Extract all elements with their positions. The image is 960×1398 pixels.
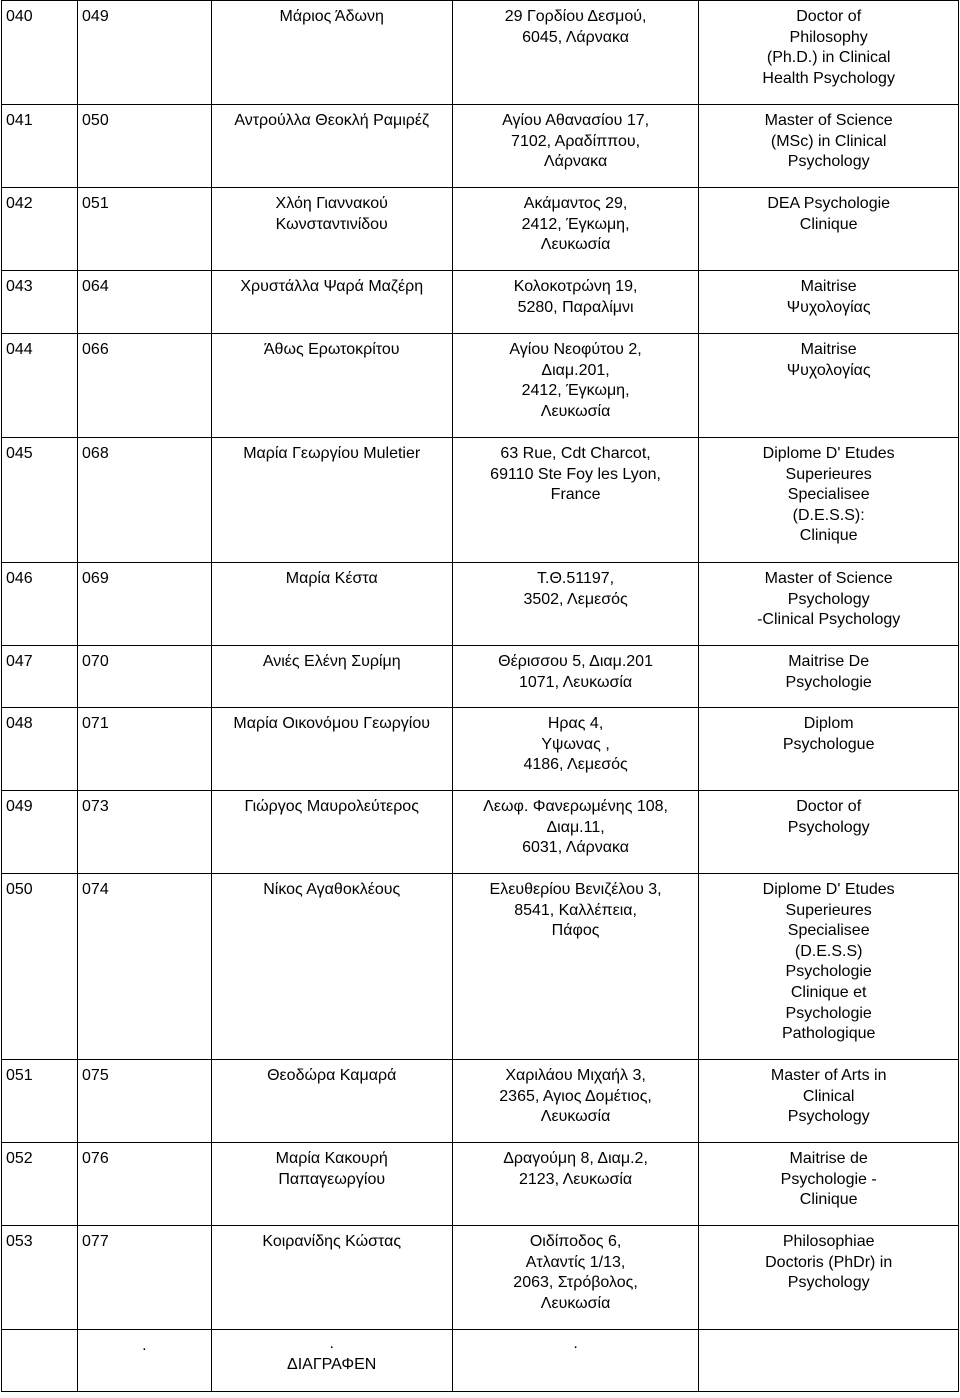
qualification-cell: [699, 1330, 959, 1392]
qualification-cell-line: Superieures: [785, 901, 872, 919]
qualification-cell: [699, 874, 959, 1060]
address-cell-line: 69110 Ste Foy les Lyon,: [490, 465, 661, 483]
qualification-cell-line: Master of Science: [764, 570, 893, 587]
name-cell-line: Κωνσταντινίδου: [275, 215, 388, 233]
table-row: [2, 874, 959, 1060]
name-cell: [211, 271, 452, 334]
address-cell-line: Λευκωσία: [540, 402, 611, 420]
qualification-cell-line: Superieures: [785, 465, 872, 483]
registration-number-cell: 071: [78, 708, 212, 791]
address-cell: [452, 438, 699, 563]
address-cell: [452, 646, 699, 708]
name-cell-line: Αντρούλλα Θεοκλή Ραμιρέζ: [234, 112, 430, 129]
table-row: [2, 563, 959, 646]
table-row: [2, 438, 959, 563]
row-number-cell: 044: [2, 334, 78, 438]
name-cell-line: Γιώργος Μαυρολεύτερος: [244, 798, 419, 815]
address-cell-line: Ηρας 4,: [547, 715, 604, 732]
table-row: [2, 1060, 959, 1143]
qualification-cell: [699, 791, 959, 874]
qualification-cell-line: Ψυχολογίας: [786, 298, 871, 316]
qualification-cell: [699, 563, 959, 646]
address-cell: [452, 271, 699, 334]
qualification-cell: [699, 708, 959, 791]
name-cell: [211, 874, 452, 1060]
table-row: [2, 1143, 959, 1226]
address-cell-line: France: [550, 486, 601, 504]
qualification-cell-line: Specialisee: [787, 486, 870, 504]
qualification-cell-line: Doctoris (PhDr) in: [765, 1253, 893, 1271]
name-cell-line: Μαρία Γεωργίου Muletier: [243, 445, 421, 462]
address-cell-line: 2412, Έγκωμη,: [521, 382, 630, 400]
address-cell-line: Αγίου Νεοφύτου 2,: [509, 341, 642, 358]
registration-number-cell: 066: [78, 334, 212, 438]
qualification-cell-line: Maitrise: [800, 278, 857, 295]
name-cell: [211, 1226, 452, 1330]
qualification-cell-line: Doctor of: [796, 798, 862, 815]
address-cell-line: Λευκωσία: [540, 1294, 611, 1312]
address-cell-line: Λεωφ. Φανερωμένης 108,: [483, 798, 668, 815]
address-cell-line: 29 Γορδίου Δεσμού,: [504, 8, 647, 25]
row-number-cell: 045: [2, 438, 78, 563]
row-number-cell: 052: [2, 1143, 78, 1226]
name-cell-line: .: [329, 1335, 334, 1352]
qualification-cell-line: Maitrise de: [789, 1150, 868, 1167]
qualification-cell-line: (Ph.D.) in Clinical: [766, 49, 891, 67]
qualification-cell: [699, 188, 959, 271]
row-number-cell: 046: [2, 563, 78, 646]
name-cell-line: Ανιές Ελένη Συρίμη: [262, 653, 401, 670]
name-cell: [211, 708, 452, 791]
name-cell-line: ΔΙΑΓΡΑΦΕΝ: [287, 1355, 377, 1373]
table-row: [2, 271, 959, 334]
registration-number-cell: 050: [78, 105, 212, 188]
qualification-cell-line: Master of Arts in: [770, 1067, 887, 1084]
qualification-cell-line: Philosophy: [789, 28, 868, 46]
qualification-cell-line: Diplom: [803, 715, 854, 732]
qualification-cell-line: Psychology: [787, 1274, 870, 1292]
address-cell-line: 63 Rue, Cdt Charcot,: [500, 445, 651, 462]
qualification-cell-line: Maitrise: [800, 341, 857, 358]
registration-number-cell: 070: [78, 646, 212, 708]
address-cell-line: 3502, Λεμεσός: [523, 590, 628, 608]
name-cell: [211, 1, 452, 105]
registration-number-cell: 064: [78, 271, 212, 334]
name-cell-line: Άθως Ερωτοκρίτου: [263, 341, 400, 358]
name-cell-line: Χλόη Γιαννακού: [275, 195, 388, 212]
registration-number-cell: 075: [78, 1060, 212, 1143]
row-number-cell: 049: [2, 791, 78, 874]
name-cell-line: Μάριος Άδωνη: [279, 8, 384, 25]
qualification-cell-line: Clinique: [799, 527, 858, 545]
table-row: [2, 334, 959, 438]
name-cell: [211, 1330, 452, 1392]
name-cell: [211, 791, 452, 874]
address-cell-line: .: [573, 1335, 578, 1352]
qualification-cell-line: (MSc) in Clinical: [770, 132, 887, 150]
row-number-cell: 047: [2, 646, 78, 708]
qualification-cell: [699, 334, 959, 438]
qualification-cell-line: (D.E.S.S): [794, 942, 863, 960]
qualification-cell-line: Psychologie -: [780, 1170, 877, 1188]
address-cell: [452, 1143, 699, 1226]
name-cell-line: Χρυστάλλα Ψαρά Μαζέρη: [240, 278, 424, 295]
qualification-cell-line: Diplome D' Etudes: [762, 445, 895, 462]
row-number-cell: 043: [2, 271, 78, 334]
row-number-cell: 048: [2, 708, 78, 791]
address-cell: [452, 334, 699, 438]
qualification-cell-line: Doctor of: [796, 8, 862, 25]
qualification-cell-line: Psychology: [787, 818, 870, 836]
row-number-cell: 040: [2, 1, 78, 105]
qualification-cell-line: Psychologie: [785, 673, 872, 691]
registry-table-body: [2, 1, 959, 1392]
address-cell: [452, 708, 699, 791]
name-cell: [211, 563, 452, 646]
qualification-cell-line: Psychologue: [782, 735, 875, 753]
address-cell-line: Διαμ.201,: [541, 361, 610, 379]
qualification-cell-line: Diplome D' Etudes: [762, 881, 895, 898]
row-number-cell: 042: [2, 188, 78, 271]
qualification-cell: [699, 1060, 959, 1143]
address-cell-line: Λάρνακα: [543, 153, 608, 171]
qualification-cell-line: Health Psychology: [762, 69, 895, 87]
qualification-cell-line: Psychology: [787, 590, 870, 608]
qualification-cell-line: Psychologie: [785, 1004, 872, 1022]
name-cell: [211, 646, 452, 708]
name-cell-line: Νίκος Αγαθοκλέους: [263, 881, 401, 898]
qualification-cell-line: (D.E.S.S):: [792, 506, 865, 524]
name-cell-line: Μαρία Οικονόμου Γεωργίου: [233, 715, 430, 732]
qualification-cell-line: DEA Psychologie: [767, 195, 891, 212]
registration-number-cell: 077: [78, 1226, 212, 1330]
qualification-cell: [699, 271, 959, 334]
row-number-cell: [2, 1330, 78, 1392]
address-cell-line: 4186, Λεμεσός: [523, 756, 628, 774]
row-number-cell: 041: [2, 105, 78, 188]
qualification-cell-line: Master of Science: [764, 112, 893, 129]
table-row: [2, 1226, 959, 1330]
qualification-cell-line: Psychology: [787, 1108, 870, 1126]
qualification-cell-line: Psychologie: [785, 963, 872, 981]
address-cell-line: Θέρισσου 5, Διαμ.201: [498, 653, 653, 670]
qualification-cell-line: Psychology: [787, 153, 870, 171]
address-cell-line: 2123, Λευκωσία: [518, 1170, 633, 1188]
name-cell: [211, 105, 452, 188]
address-cell-line: Χαριλάου Μιχαήλ 3,: [505, 1067, 646, 1084]
row-number-cell: 050: [2, 874, 78, 1060]
address-cell-line: Ελευθερίου Βενιζέλου 3,: [489, 881, 662, 898]
table-row: [2, 646, 959, 708]
qualification-cell-line: Ψυχολογίας: [786, 361, 871, 379]
name-cell: [211, 334, 452, 438]
address-cell: [452, 1, 699, 105]
registration-number-cell: 049: [78, 1, 212, 105]
qualification-cell: [699, 1143, 959, 1226]
registration-number-cell: 068: [78, 438, 212, 563]
name-cell-line: Παπαγεωργίου: [278, 1170, 386, 1188]
qualification-cell-line: Philosophiae: [782, 1233, 875, 1250]
qualification-cell-line: Clinique: [799, 1191, 858, 1209]
qualification-cell: [699, 438, 959, 563]
address-cell: [452, 105, 699, 188]
address-cell-line: Υψωνας ,: [541, 735, 610, 753]
address-cell-line: 6045, Λάρνακα: [522, 28, 630, 46]
table-row: [2, 708, 959, 791]
address-cell: [452, 1330, 699, 1392]
address-cell-line: 2412, Έγκωμη,: [521, 215, 630, 233]
table-row: [2, 1330, 959, 1392]
address-cell-line: Τ.Θ.51197,: [537, 570, 615, 587]
qualification-cell: [699, 105, 959, 188]
qualification-cell-line: Pathologique: [781, 1025, 876, 1043]
address-cell-line: Πάφος: [551, 922, 600, 940]
qualification-cell-line: Clinique: [799, 215, 858, 233]
address-cell-line: Αγίου Αθανασίου 17,: [502, 112, 650, 129]
table-row: [2, 1, 959, 105]
address-cell: [452, 1226, 699, 1330]
address-cell-line: Κολοκοτρώνη 19,: [513, 278, 638, 295]
qualification-cell: [699, 1226, 959, 1330]
address-cell-line: 7102, Αραδίππου,: [511, 132, 641, 150]
name-cell-line: Μαρία Κέστα: [285, 570, 378, 587]
qualification-cell-line: -Clinical Psychology: [757, 611, 901, 629]
name-cell-line: Κοιρανίδης Κώστας: [262, 1233, 402, 1250]
address-cell-line: Λευκωσία: [540, 236, 611, 254]
registration-number-cell: .: [78, 1330, 212, 1392]
table-row: [2, 791, 959, 874]
name-cell: [211, 438, 452, 563]
address-cell: [452, 1060, 699, 1143]
address-cell-line: 1071, Λευκωσία: [518, 673, 633, 691]
address-cell-line: Ακάμαντος 29,: [523, 195, 628, 212]
row-number-cell: 053: [2, 1226, 78, 1330]
registration-number-cell: 074: [78, 874, 212, 1060]
qualification-cell: [699, 1, 959, 105]
address-cell-line: 6031, Λάρνακα: [522, 839, 630, 857]
address-cell-line: Διαμ.11,: [546, 818, 605, 836]
qualification-cell: [699, 646, 959, 708]
address-cell-line: Λευκωσία: [540, 1108, 611, 1126]
qualification-cell-line: Specialisee: [787, 922, 870, 940]
name-cell-line: Μαρία Κακουρή: [275, 1150, 388, 1167]
qualification-cell-line: Maitrise De: [788, 653, 870, 670]
address-cell: [452, 563, 699, 646]
registry-table: [1, 0, 959, 1392]
registration-number-cell: 076: [78, 1143, 212, 1226]
name-cell: [211, 188, 452, 271]
address-cell-line: 2063, Στρόβολος,: [513, 1274, 638, 1292]
name-cell: [211, 1143, 452, 1226]
table-row: [2, 188, 959, 271]
address-cell: [452, 188, 699, 271]
address-cell-line: Ατλαντίς 1/13,: [525, 1253, 626, 1271]
address-cell-line: 5280, Παραλίμνι: [517, 298, 634, 316]
address-cell-line: 8541, Καλλέπεια,: [514, 901, 637, 919]
name-cell-line: Θεοδώρα Καμαρά: [267, 1067, 397, 1084]
table-row: [2, 105, 959, 188]
registration-number-cell: 051: [78, 188, 212, 271]
row-number-cell: 051: [2, 1060, 78, 1143]
registration-number-cell: 069: [78, 563, 212, 646]
address-cell-line: 2365, Αγιος Δομέτιος,: [499, 1087, 652, 1105]
address-cell-line: Δραγούμη 8, Διαμ.2,: [503, 1150, 648, 1167]
name-cell: [211, 1060, 452, 1143]
qualification-cell-line: Clinical: [802, 1087, 855, 1105]
address-cell: [452, 791, 699, 874]
address-cell: [452, 874, 699, 1060]
qualification-cell-line: Clinique et: [790, 983, 867, 1001]
address-cell-line: Οιδίποδος 6,: [529, 1233, 622, 1250]
registration-number-cell: 073: [78, 791, 212, 874]
